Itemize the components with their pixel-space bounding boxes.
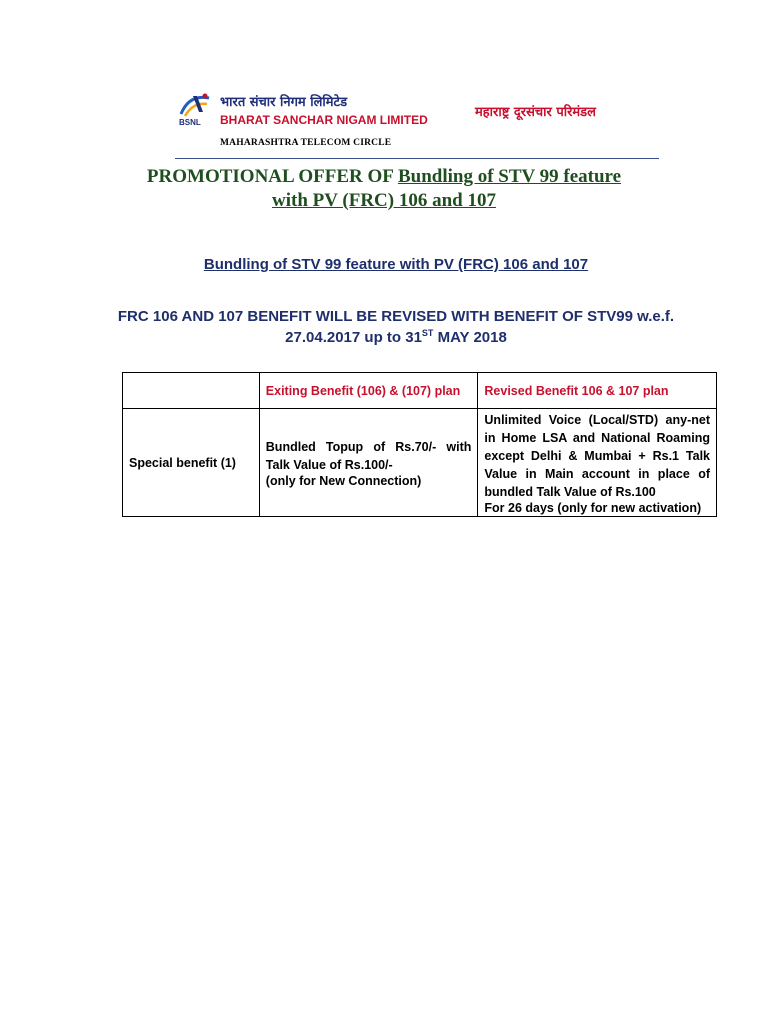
existing-benefit-text: Bundled Topup of Rs.70/- with Talk Value of Rs.100/- (265, 439, 472, 472)
table-row (123, 409, 717, 517)
revised-benefit-text: Unlimited Voice (Local/STD) any-net in Home LSA and National Roaming except Delhi & Mumbai + Rs.1 Talk Value in Main account in place of bundled Talk Value of Rs.100 (484, 412, 710, 499)
promo-underlined-line1: Bundling of STV 99 feature (397, 166, 622, 187)
benefit-line2-pre: 27.04.2017 up to 31 (285, 329, 422, 346)
header-cell-revised: Revised Benefit 106 & 107 plan (478, 373, 717, 409)
english-org-name: BHARAT SANCHAR NIGAM LIMITED (220, 113, 428, 127)
header-cell-empty (123, 373, 260, 409)
logo-text: BSNL (179, 118, 201, 127)
offer-table (122, 372, 717, 517)
benefit-line1: FRC 106 AND 107 BENEFIT WILL BE REVISED WITH BENEFIT OF STV99 w.e.f. (117, 308, 675, 325)
table-header-row (123, 373, 717, 409)
existing-benefit-note: (only for New Connection) (265, 473, 422, 488)
bsnl-logo-icon (175, 90, 217, 130)
hindi-org-name: भारत संचार निगम लिमिटेड (220, 95, 348, 110)
revised-benefit-cell (478, 409, 717, 517)
benefit-line2-sup: ST (421, 328, 434, 338)
revised-benefit-note: For 26 days (only for new activation) (484, 500, 702, 515)
hindi-circle-name: महाराष्ट्र दूरसंचार परिमंडल (475, 105, 596, 120)
benefit-line2-post: MAY 2018 (433, 329, 507, 346)
circle-name: MAHARASHTRA TELECOM CIRCLE (220, 138, 392, 148)
subheading: Bundling of STV 99 feature with PV (FRC) 106 and 107 (203, 256, 589, 273)
existing-benefit-cell (259, 409, 478, 517)
letterhead (175, 88, 660, 163)
letterhead-divider (175, 158, 659, 159)
row-label: Special benefit (1) (123, 409, 260, 517)
promo-underlined-line2: with PV (FRC) 106 and 107 (272, 190, 496, 211)
benefit-notice (0, 306, 768, 348)
promo-prefix: PROMOTIONAL OFFER OF (146, 166, 398, 187)
header-cell-existing: Exiting Benefit (106) & (107) plan (259, 373, 478, 409)
promo-title (0, 165, 768, 213)
